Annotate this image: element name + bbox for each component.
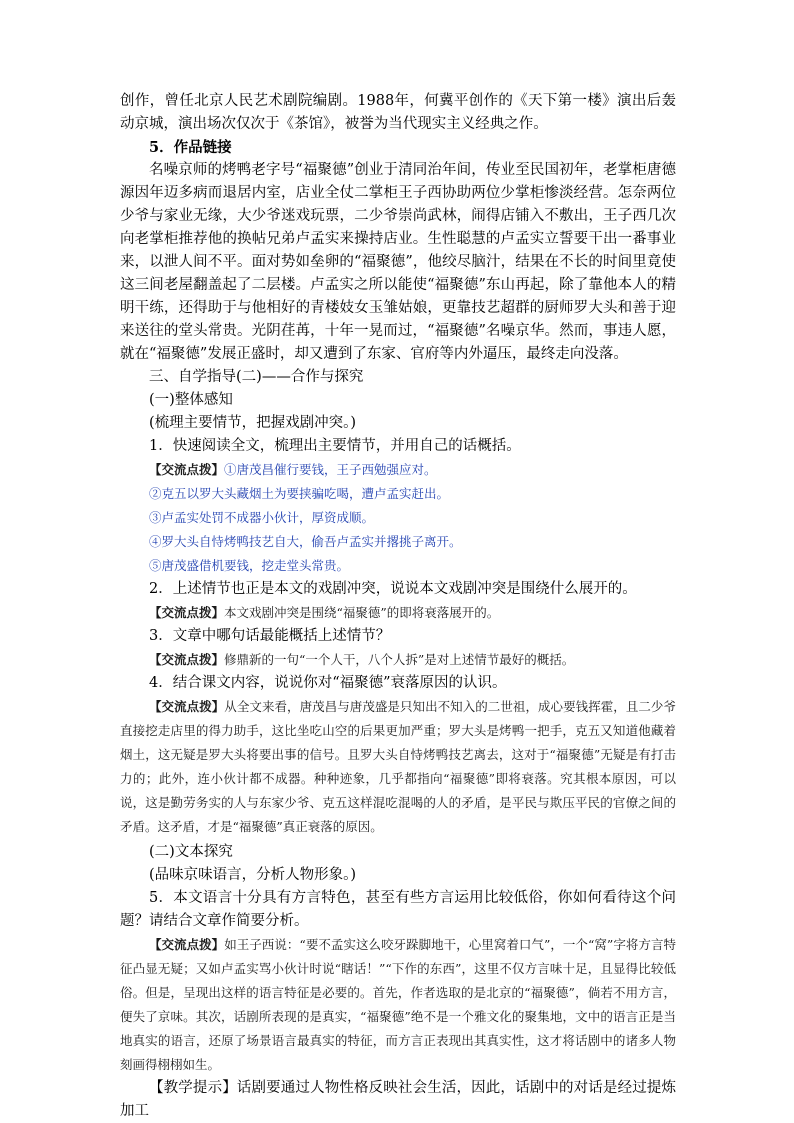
subsection-2-note: (品味京味语言，分析人物形象。) <box>149 867 357 883</box>
answer-3-text: 修鼎新的一句“一个人干，八个人拆”是对上述情节最好的概括。 <box>224 652 575 667</box>
answer-tag: 【交流点拨】 <box>149 652 225 667</box>
part-3-title: 三、自学指导(二)——合作与探究 <box>149 369 364 385</box>
question-3: 3．文章中哪句话最能概括上述情节？ <box>149 628 391 644</box>
answer-1-item-3-text: ③卢孟实处罚不成器小伙计，厚资成顺。 <box>149 510 375 525</box>
question-1: 1．快速阅读全文，梳理出主要情节，并用自己的话概括。 <box>149 438 521 454</box>
document-page <box>120 90 676 1123</box>
answer-2 <box>120 601 676 625</box>
answer-3 <box>120 648 676 672</box>
answer-1-item-2 <box>120 482 676 506</box>
intro-continued-paragraph: 创作，曾任北京人民艺术剧院编剧。1988年，何冀平创作的《天下第一楼》演出后轰动京城，演出场次仅次于《茶馆》，被誉为当代现实主义经典之作。 <box>120 93 676 132</box>
answer-1-item-2-text: ②克五以罗大头藏烟土为要挟骗吃喝，遭卢孟实赶出。 <box>149 486 450 501</box>
section-5-title: 5．作品链接 <box>149 139 232 156</box>
teaching-tip <box>120 1077 676 1123</box>
answer-4-text: 从全文来看，唐茂昌与唐茂盛是只知出不知入的二世祖，成心要钱挥霍，且二少爷直接挖走店里的得力助手，这比坐吃山空的后果更加严重；罗大头是烤鸭一把手，克五又知道他藏着烟土，这无疑是罗大头将要出事的信号。且罗大头自恃烤鸭技艺离去，这对于“福聚德”无疑是有打击力的；此外，连小伙计都不成器。种种迹象，几乎都指向“福聚德”即将衰落。究其根本原因，可以说，这是勤劳务实的人与东家少爷、克五这样混吃混喝的人的矛盾，是平民与欺压平民的官僚之间的矛盾。这矛盾，才是“福聚德”真正衰落的原因。 <box>120 699 676 834</box>
answer-tag: 【交流点拨】 <box>149 605 225 620</box>
answer-1-item-3 <box>120 506 676 530</box>
answer-1-item-5-text: ⑤唐茂盛借机要钱，挖走堂头常贵。 <box>149 558 350 573</box>
answer-1-item-1 <box>120 458 676 482</box>
answer-2-text: 本文戏剧冲突是围绕“福聚德”的即将衰落展开的。 <box>224 605 500 620</box>
question-2: 2．上述情节也正是本文的戏剧冲突，说说本文戏剧冲突是围绕什么展开的。 <box>149 581 637 597</box>
answer-4 <box>120 695 676 839</box>
answer-1-item-4 <box>120 530 676 554</box>
question-5: 5．本文语言十分具有方言特色，甚至有些方言运用比较低俗，你如何看待这个问题？请结合文章作简要分析。 <box>120 890 676 929</box>
subsection-2-title: (二)文本探究 <box>149 844 233 860</box>
teaching-tip-tag: 【教学提示】 <box>149 1080 237 1096</box>
question-4: 4．结合课文内容，说说你对“福聚德”衰落原因的认识。 <box>149 675 507 691</box>
answer-tag: 【交流点拨】 <box>149 937 225 952</box>
answer-5-text: 如王子西说：“要不孟实这么咬牙跺脚地干，心里窝着口气”，一个“窝”字将方言特征凸显无疑；又如卢孟实骂小伙计时说“瞎话！”“下作的东西”，这里不仅方言味十足，且显得比较低俗。但是，呈现出这样的语言特征是必要的。首先，作者选取的是北京的“福聚德”，倘若不用方言，便失了京味。其次，话剧所表现的是真实，“福聚德”绝不是一个雅文化的聚集地，文中的语言正是当地真实的语言，还原了场景语言最真实的特征，而方言正表现出其真实性，这才将话剧中的诸多人物刻画得栩栩如生。 <box>120 937 676 1072</box>
section-5-paragraph: 名噪京师的烤鸭老字号“福聚德”创业于清同治年间，传业至民国初年，老掌柜唐德源因年迈多病而退居内室，店业全仗二掌柜王子西协助两位少掌柜惨淡经营。怎奈两位少爷与家业无缘，大少爷迷戏玩票，二少爷崇尚武林，闹得店铺入不敷出，王子西几次向老掌柜推荐他的换帖兄弟卢孟实来操持店业。生性聪慧的卢孟实立誓要干出一番事业来，以泄人间不平。面对势如垒卵的“福聚德”，他绞尽脑汁，结果在不长的时间里竟使这三间老屋翻盖起了二层楼。卢孟实之所以能使“福聚德”东山再起，除了靠他本人的精明干练，还得助于与他相好的青楼妓女玉雏姑娘，更靠技艺超群的厨师罗大头和善于迎来送往的堂头常贵。光阴荏苒，十年一晃而过，“福聚德”名噪京华。然而，事违人愿，就在“福聚德”发展正盛时，却又遭到了东家、官府等内外逼压，最终走向没落。 <box>120 162 676 362</box>
answer-1-item-4-text: ④罗大头自恃烤鸭技艺自大，偷吾卢孟实并撂挑子离开。 <box>149 534 462 549</box>
answer-1-text: ①唐茂昌催行要钱，王子西勉强应对。 <box>224 462 437 477</box>
answer-tag: 【交流点拨】 <box>149 462 225 477</box>
teaching-tip-text: 话剧要通过人物性格反映社会生活，因此，话剧中的对话是经过提炼加工 <box>120 1080 676 1119</box>
subsection-1-title: (一)整体感知 <box>149 392 233 408</box>
answer-5 <box>120 933 676 1077</box>
subsection-1-note: (梳理主要情节，把握戏剧冲突。) <box>149 415 357 431</box>
answer-tag: 【交流点拨】 <box>149 699 225 714</box>
answer-1-item-5 <box>120 554 676 578</box>
